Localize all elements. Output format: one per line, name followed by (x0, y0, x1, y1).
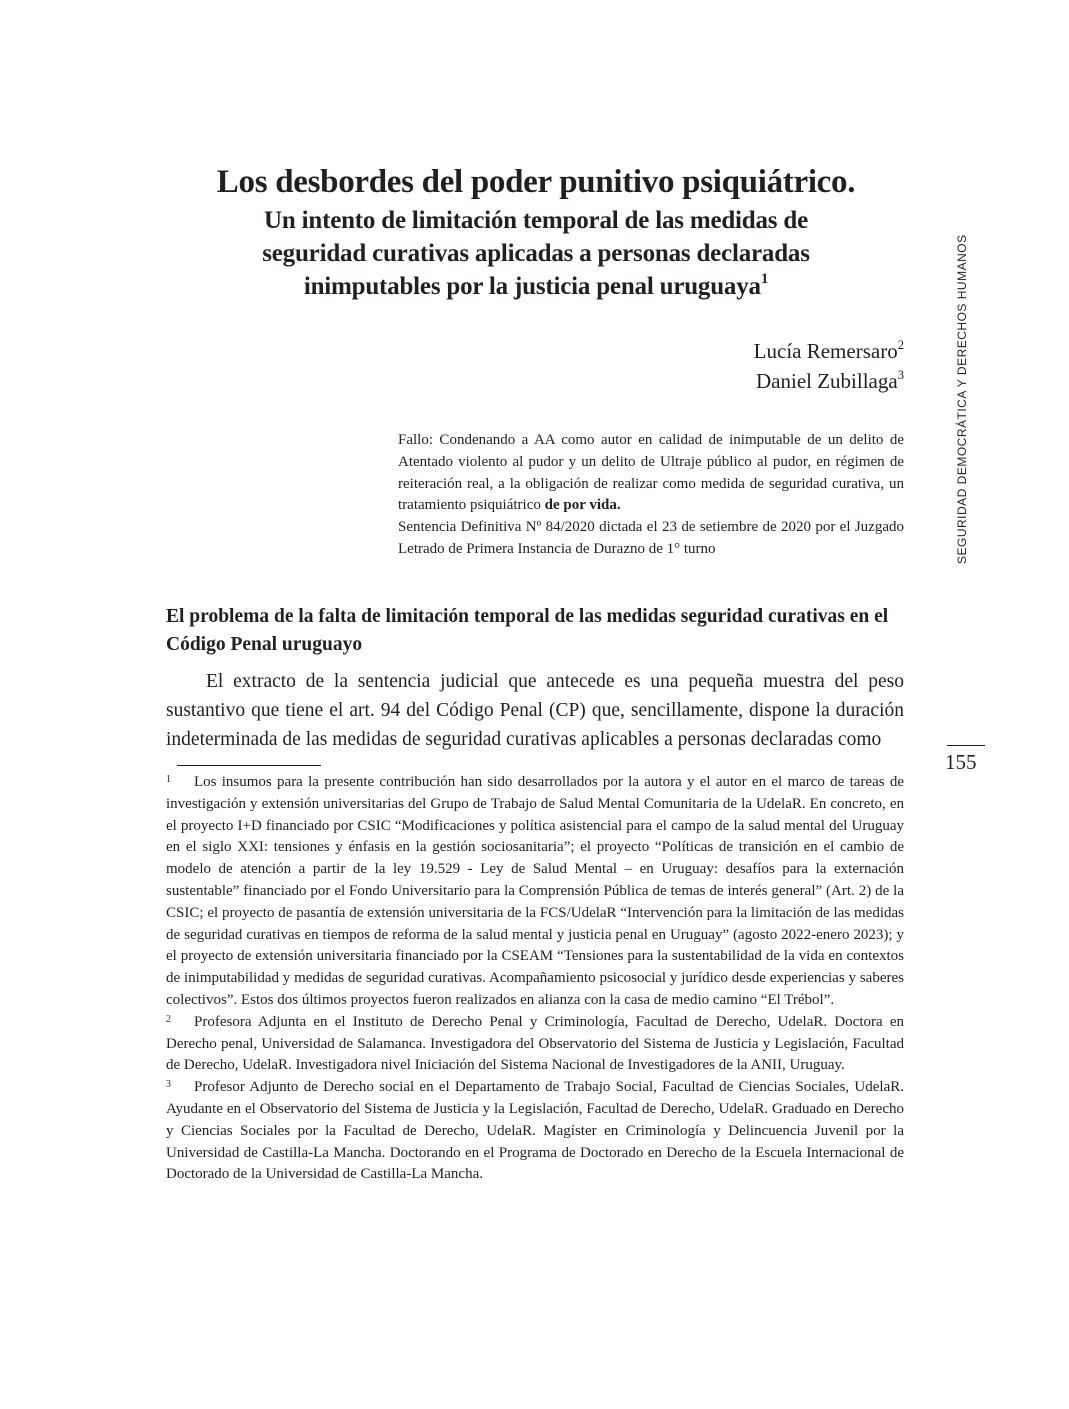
footnote-ref[interactable]: 1 (760, 271, 769, 288)
section-heading: El problema de la falta de limitación temporal de las medidas seguridad curativas en el Código Penal uruguayo (166, 606, 889, 655)
author (754, 336, 904, 366)
footnote-ref[interactable]: 3 (897, 367, 904, 382)
epigraph (398, 430, 904, 561)
ruling-emphasis: de por vida. (544, 497, 621, 514)
footnote (166, 1077, 904, 1186)
body-paragraph: El extracto de la sentencia judicial que antecede es una pequeña muestra del peso sustantivo que tiene el art. 94 del Código Penal (CP) que, sencillamente, dispone la duración indeterminada de las medidas de seguridad curativas aplicables a personas declaradas como (166, 671, 904, 750)
footnote-number: 1 (166, 774, 171, 785)
author-name: Daniel Zubillaga (756, 369, 898, 393)
epigraph-source: Sentencia Definitiva Nº 84/2020 dictada el 23 de setiembre de 2020 por el Juzgado Letrado de Primera Instancia de Durazno de 1° turno (398, 519, 904, 557)
footnote (166, 1012, 904, 1077)
author-list (754, 336, 904, 396)
epigraph-ruling (398, 430, 904, 517)
footnote-number: 2 (166, 1013, 171, 1025)
footnote-separator (177, 765, 321, 766)
footnote (166, 772, 904, 1012)
author (754, 366, 904, 396)
article-subtitle (168, 204, 904, 303)
footnote-number: 3 (166, 1079, 171, 1091)
footnote-text: Los insumos para la presente contribución han sido desarrollados por la autora y el autor en el marco de tareas de investigación y extensión universitarias del Grupo de Trabajo de Salud Mental Comunitaria de la UdelaR. En concreto, en el proyecto I+D financiado por CSIC “Modificaciones y política asistencial para el campo de la salud mental del Uruguay en el siglo XXI: tensiones y énfasis en la gestión sociosanitaria”; el proyecto “Políticas de transición en el cambio de modelo de atención a partir de la ley 19.529 - Ley de Salud Mental – en Uruguay: desafíos para la externación sustentable” financiado por el Fondo Universitario para la Comprensión Pública de temas de interés general” (Art. 2) de la CSIC; el proyecto de pasantía de extensión universitaria de la FCS/UdelaR “Intervención para la limitación de las medidas de seguridad curativas en tiempos de reforma de la salud mental y justicia penal en Uruguay” (agosto 2022-enero 2023); y el proyecto de extensión universitaria financiado por la CSEAM “Tensiones para la sustentabilidad de la vida en contextos de inimputabilidad y medidas de seguridad curativas. Acompañamiento psicosocial y jurídico desde experiencias y saberes colectivos”. Estos dos últimos proyectos fueron realizados en alianza con la casa de medio camino “El Trébol”. (166, 774, 904, 1008)
title-block (168, 162, 904, 303)
page-number: 155 (945, 750, 977, 774)
footnote-text: Profesor Adjunto de Derecho social en el Departamento de Trabajo Social, Facultad de Ciencias Sociales, UdelaR. Ayudante en el Observatorio del Sistema de Justicia y la Legislación, Facultad de Derecho, UdelaR. Graduado en Derecho y Ciencias Sociales por la Facultad de Derecho, UdelaR. Magíster en Criminología y Delincuencia Juvenil por la Universidad de Castilla-La Mancha. Doctorando en el Programa de Doctorado en Derecho de la Escuela Internacional de Doctorado de la Universidad de Castilla-La Mancha. (166, 1079, 904, 1183)
page-number-rule (947, 745, 985, 746)
article-title: Los desbordes del poder punitivo psiquiátrico. (216, 164, 856, 200)
footnote-text: Profesora Adjunta en el Instituto de Derecho Penal y Criminología, Facultad de Derecho, UdelaR. Doctora en Derecho penal, Universidad de Salamanca. Investigadora del Observatorio del Sistema de Justicia y Legislación, Facultad de Derecho, UdelaR. Investigadora nivel Iniciación del Sistema Nacional de Investigadores de la ANII, Uruguay. (166, 1013, 904, 1074)
subtitle-line: Un intento de limitación temporal de las medidas de (264, 207, 808, 234)
footnote-ref[interactable]: 2 (897, 337, 904, 352)
subtitle-line: seguridad curativas aplicadas a personas declaradas (262, 240, 810, 267)
footnotes (166, 772, 904, 1186)
author-name: Lucía Remersaro (753, 339, 898, 363)
side-running-head: SEGURIDAD DEMOCRÁTICA Y DERECHOS HUMANOS (955, 234, 969, 564)
ruling-text: Fallo: Condenando a AA como autor en calidad de inimputable de un delito de Atentado violento al pudor y un delito de Ultraje público al pudor, en régimen de reiteración real, a la obligación de realizar como medida de seguridad curativa, un tratamiento psiquiátrico (398, 432, 904, 514)
subtitle-line: inimputables por la justicia penal uruguaya (303, 273, 761, 300)
